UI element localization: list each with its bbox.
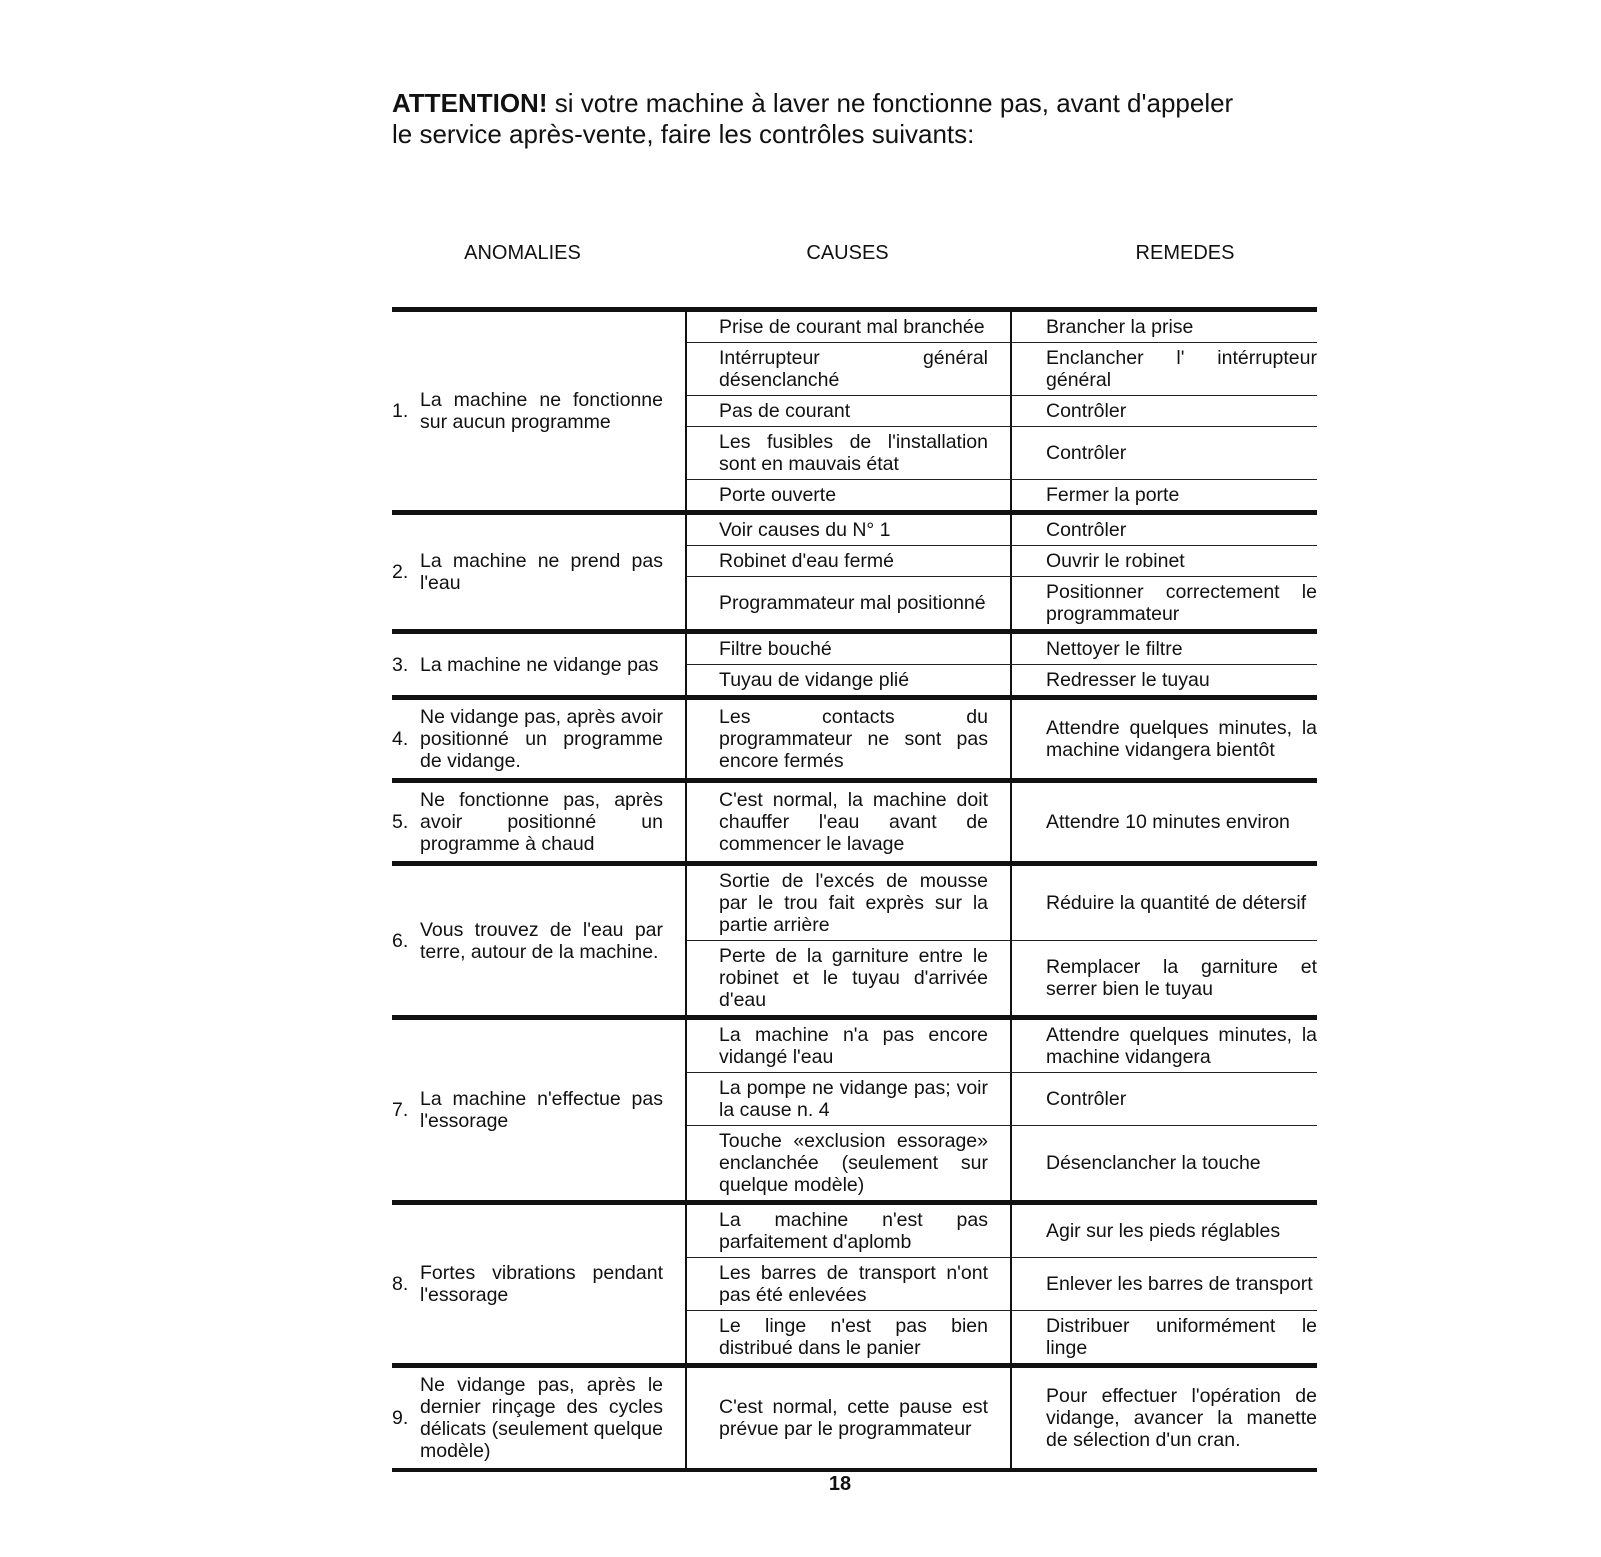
table-row <box>687 479 1317 510</box>
intro-paragraph <box>392 88 1252 150</box>
table-row <box>687 634 1317 664</box>
anomaly-group <box>392 1015 1317 1200</box>
anomaly-group <box>392 778 1317 861</box>
anomaly-text: Vous trouvez de l'eau par terre, autour de la machine. <box>420 918 663 963</box>
cause-cell: Pas de courant <box>687 396 1012 426</box>
column-headers <box>0 242 1601 272</box>
cause-remedy-rows <box>687 515 1317 629</box>
remedy-cell: Contrôler <box>1046 400 1127 422</box>
table-row <box>687 1020 1317 1072</box>
header-remedes: REMEDES <box>1135 242 1235 264</box>
remedy-cell: Distribuer uniformément le linge <box>1046 1315 1317 1359</box>
cause-cell: Filtre bouché <box>687 634 1012 664</box>
table-row <box>687 700 1317 778</box>
anomaly-number: 4. <box>392 728 409 750</box>
cause-cell: Intérrupteur général désenclanché <box>687 343 1012 395</box>
anomaly-cell <box>392 866 687 1015</box>
table-row <box>687 1205 1317 1257</box>
cause-cell: C'est normal, la machine doit chauffer l'eau avant de commencer le lavage <box>687 783 1012 861</box>
cause-cell: Tuyau de vidange plié <box>687 665 1012 695</box>
anomaly-text: La machine ne prend pas l'eau <box>420 550 663 594</box>
cause-cell: Perte de la garniture entre le robinet et le tuyau d'arrivée d'eau <box>687 941 1012 1015</box>
table-row <box>687 1257 1317 1310</box>
table-row <box>687 783 1317 861</box>
anomaly-number: 3. <box>392 653 409 676</box>
page-number: 18 <box>828 1473 852 1495</box>
cause-cell: Touche «exclusion essorage» enclanchée (seulement sur quelque modèle) <box>687 1126 1012 1200</box>
remedy-cell: Pour effectuer l'opération de vidange, avancer la manette de sélection d'un cran. <box>1046 1385 1317 1451</box>
anomaly-cell <box>392 634 687 695</box>
remedy-cell: Désenclancher la touche <box>1046 1152 1261 1174</box>
anomaly-text: Ne vidange pas, après avoir positionné un programme de vidange. <box>420 706 663 772</box>
intro-text: si votre machine à laver ne fonctionne pas, avant d'appeler le service après-vente, faire les contrôles suivants: <box>392 88 1234 149</box>
troubleshooting-table <box>392 307 1317 1472</box>
anomaly-cell <box>392 700 687 778</box>
table-row <box>687 395 1317 426</box>
remedy-cell: Contrôler <box>1046 442 1127 464</box>
anomaly-text: La machine ne vidange pas <box>420 653 659 676</box>
table-row <box>687 515 1317 545</box>
remedy-cell: Ouvrir le robinet <box>1046 550 1185 572</box>
anomaly-number: 6. <box>392 929 409 952</box>
remedy-cell: Agir sur les pieds réglables <box>1046 1220 1281 1242</box>
anomaly-group <box>392 629 1317 695</box>
cause-cell: Sortie de l'excés de mousse par le trou fait exprès sur la partie arrière <box>687 866 1012 940</box>
anomaly-number: 5. <box>392 811 409 833</box>
anomaly-number: 1. <box>392 400 409 422</box>
cause-cell: Les barres de transport n'ont pas été enlevées <box>687 1258 1012 1310</box>
cause-cell: Porte ouverte <box>687 480 1012 510</box>
anomaly-group <box>392 1200 1317 1363</box>
header-causes: CAUSES <box>806 242 889 264</box>
table-row <box>687 940 1317 1015</box>
table-row <box>687 1310 1317 1363</box>
table-row <box>687 1368 1317 1468</box>
anomaly-text: La machine n'effectue pas l'essorage <box>420 1088 663 1132</box>
remedy-cell: Attendre quelques minutes, la machine vidangera bientôt <box>1046 717 1317 761</box>
anomaly-group <box>392 510 1317 629</box>
cause-remedy-rows <box>687 783 1317 861</box>
anomaly-text: Ne vidange pas, après le dernier rinçage des cycles délicats (seulement quelque modèle) <box>420 1374 663 1462</box>
table-row <box>687 866 1317 940</box>
anomaly-text: Ne fonctionne pas, après avoir positionné un programme à chaud <box>420 789 663 855</box>
cause-cell: La pompe ne vidange pas; voir la cause n. 4 <box>687 1073 1012 1125</box>
cause-remedy-rows <box>687 1020 1317 1200</box>
cause-cell: Prise de courant mal branchée <box>687 312 1012 342</box>
remedy-cell: Fermer la porte <box>1046 484 1180 506</box>
cause-remedy-rows <box>687 1368 1317 1468</box>
remedy-cell: Attendre 10 minutes environ <box>1046 811 1290 833</box>
anomaly-group <box>392 861 1317 1015</box>
remedy-cell: Enclancher l' intérrupteur général <box>1046 347 1317 391</box>
cause-cell: Les fusibles de l'installation sont en mauvais état <box>687 427 1012 479</box>
anomaly-cell <box>392 1205 687 1363</box>
anomaly-number: 9. <box>392 1407 409 1429</box>
table-row <box>687 342 1317 395</box>
remedy-cell: Attendre quelques minutes, la machine vidangera <box>1046 1024 1317 1068</box>
table-row <box>687 545 1317 576</box>
table-row <box>687 664 1317 695</box>
cause-remedy-rows <box>687 700 1317 778</box>
remedy-cell: Réduire la quantité de détersif <box>1046 892 1307 914</box>
cause-cell: La machine n'a pas encore vidangé l'eau <box>687 1020 1012 1072</box>
cause-cell: Robinet d'eau fermé <box>687 546 1012 576</box>
cause-cell: Le linge n'est pas bien distribué dans le panier <box>687 1311 1012 1363</box>
anomaly-text: La machine ne fonctionne sur aucun programme <box>420 389 663 433</box>
anomaly-text: Fortes vibrations pendant l'essorage <box>420 1262 663 1306</box>
remedy-cell: Contrôler <box>1046 519 1127 541</box>
anomaly-group <box>392 1363 1317 1472</box>
remedy-cell: Remplacer la garniture et serrer bien le tuyau <box>1046 956 1317 1000</box>
table-row <box>687 1125 1317 1200</box>
cause-cell: Programmateur mal positionné <box>687 577 1012 629</box>
cause-remedy-rows <box>687 1205 1317 1363</box>
anomaly-cell <box>392 1020 687 1200</box>
anomaly-number: 8. <box>392 1273 409 1295</box>
table-row <box>687 576 1317 629</box>
cause-remedy-rows <box>687 634 1317 695</box>
cause-cell: Les contacts du programmateur ne sont pas encore fermés <box>687 700 1012 778</box>
table-row <box>687 426 1317 479</box>
cause-cell: La machine n'est pas parfaitement d'aplomb <box>687 1205 1012 1257</box>
cause-cell: C'est normal, cette pause est prévue par le programmateur <box>687 1368 1012 1468</box>
anomaly-cell <box>392 312 687 510</box>
anomaly-cell <box>392 515 687 629</box>
anomaly-cell <box>392 1368 687 1468</box>
cause-remedy-rows <box>687 866 1317 1015</box>
intro-attention: ATTENTION! <box>392 88 548 118</box>
table-row <box>687 312 1317 342</box>
remedy-cell: Positionner correctement le programmateur <box>1046 581 1317 625</box>
remedy-cell: Redresser le tuyau <box>1046 669 1210 691</box>
anomaly-cell <box>392 783 687 861</box>
remedy-cell: Brancher la prise <box>1046 316 1194 338</box>
header-anomalies: ANOMALIES <box>464 242 581 264</box>
anomaly-group <box>392 307 1317 510</box>
remedy-cell: Nettoyer le filtre <box>1046 638 1183 660</box>
anomaly-number: 2. <box>392 561 409 583</box>
remedy-cell: Enlever les barres de transport <box>1046 1273 1313 1295</box>
anomaly-group <box>392 695 1317 778</box>
anomaly-number: 7. <box>392 1099 409 1121</box>
table-row <box>687 1072 1317 1125</box>
cause-cell: Voir causes du N° 1 <box>687 515 1012 545</box>
remedy-cell: Contrôler <box>1046 1088 1127 1110</box>
cause-remedy-rows <box>687 312 1317 510</box>
